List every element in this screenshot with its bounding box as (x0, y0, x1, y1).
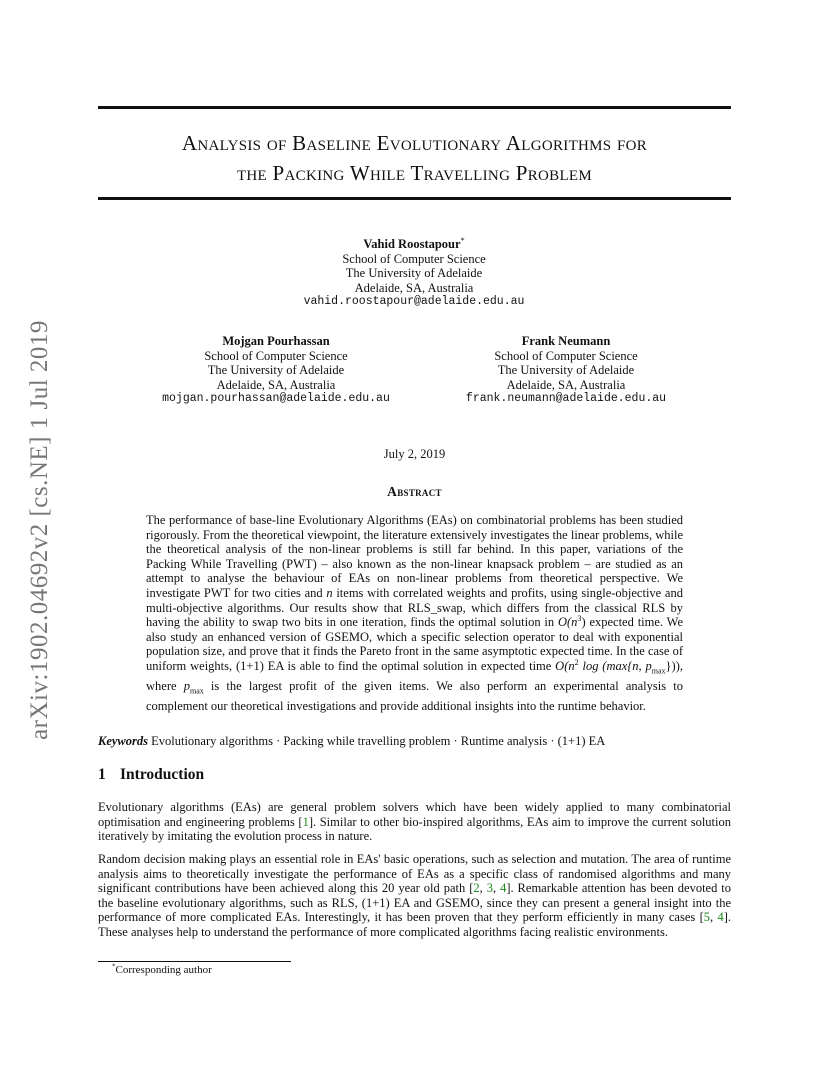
keywords-label: Keywords (98, 734, 148, 748)
author-school: School of Computer Science (204, 348, 348, 363)
footnote-rule (98, 961, 291, 962)
section-number: 1 (98, 766, 106, 783)
citation-link[interactable]: 4 (717, 910, 724, 925)
author-name: Frank Neumann (521, 334, 611, 348)
author-university: The University of Adelaide (345, 266, 483, 281)
title-rule-bottom (98, 197, 731, 200)
citation-link[interactable]: 4 (500, 881, 507, 896)
citation-link[interactable]: 3 (486, 881, 493, 896)
footnote-mark: * (112, 962, 116, 971)
citation-link[interactable]: 2 (473, 881, 480, 896)
author-email[interactable]: mojgan.pourhassan@adelaide.edu.au (162, 392, 390, 406)
section-heading-introduction (98, 766, 204, 784)
keywords-text: Evolutionary algorithms · Packing while travelling problem · Runtime analysis · (1+1) EA (151, 734, 606, 748)
author-email[interactable]: vahid.roostapour@adelaide.edu.au (303, 295, 525, 309)
paper-date: July 2, 2019 (383, 447, 446, 461)
footnote-text: Corresponding author (115, 964, 212, 976)
footnote (112, 964, 212, 976)
citation-link[interactable]: 5 (703, 910, 710, 925)
arxiv-stamp: arXiv:1902.04692v2 [cs.NE] 1 Jul 2019 (26, 320, 53, 740)
author-footnote-mark: * (460, 235, 465, 245)
author-location: Adelaide, SA, Australia (506, 377, 626, 392)
title-rule-top (98, 106, 731, 109)
intro-paragraph-2: Random decision making plays an essential role in EAs' basic operations, such as selection and mutation. The area of runtime analysis aims to theoretically investigate the performance of EAs as a specific class of randomised algorithms and many significant contributions have been achieved along this 20 year old path [2, 3, 4]. Remarkable attention has been devoted to the baseline evolutionary algorithms, such as RLS, (1+1) EA and GSEMO, since they can present a general insight into the performance of more complicated EAs. Interestingly, it has been proven that they perform efficiently in many cases [5, 4]. These analyses help to understand the performance of more complicated algorithms facing realistic environments. (98, 852, 732, 939)
author-block-second (126, 334, 426, 407)
title-line-2: the Packing While Travelling Problem (236, 161, 593, 185)
author-location: Adelaide, SA, Australia (216, 377, 336, 392)
abstract-body: The performance of base-line Evolutionary Algorithms (EAs) on combinatorial problems has been studied rigorously. From the theoretical viewpoint, the literature extensively investigates the linear problems, while the theoretical analysis of the non-linear problems is still far behind. In this paper, variations of the Packing While Travelling (PWT) – also known as the non-linear knapsack problem – are studied as an attempt to analyse the behaviour of EAs on non-linear problems from theoretical perspective. We investigate PWT for two cities and n items with correlated weights and profits, using single-objective and multi-objective algorithms. Our results show that RLS_swap, which differs from the classical RLS by having the ability to swap two bits in one iteration, finds the optimal solution in $O(n^3)$ expected time. We also study an enhanced version of GSEMO, which a specific selection operator to deal with exponential population size, and prove that it finds the Pareto front in the same asymptotic expected time. In the case of uniform weights, (1+1) EA is able to find the optimal solution in expected time $O(n^2$ log (max{n, $p_{max}$})), where $p_{max}$ is the largest profit of the given items. We also perform an experimental analysis to complement our theoretical investigations and provide additional insights into the runtime behavior. (146, 513, 683, 714)
intro-paragraph-1: Evolutionary algorithms (EAs) are general problem solvers which have been widely applied to many combinatorial optimisation and engineering problems [1]. Similar to other bio-inspired algorithms, EAs aim to improve the current solution iteratively by imitating the evolution process in nature. (98, 800, 731, 844)
title-line-1: Analysis of Baseline Evolutionary Algorithms for (181, 131, 648, 155)
author-block-third (416, 334, 716, 407)
author-location: Adelaide, SA, Australia (354, 280, 474, 295)
author-block-first (264, 237, 564, 310)
paper-title (98, 128, 731, 188)
abstract-heading: Abstract (387, 484, 442, 499)
author-school: School of Computer Science (342, 251, 486, 266)
citation-link[interactable]: 1 (302, 814, 309, 829)
author-name: Mojgan Pourhassan (222, 334, 330, 348)
author-email[interactable]: frank.neumann@adelaide.edu.au (465, 392, 667, 406)
section-title: Introduction (120, 766, 205, 783)
author-name: Vahid Roostapour (363, 237, 461, 251)
author-university: The University of Adelaide (497, 363, 635, 378)
author-university: The University of Adelaide (207, 363, 345, 378)
author-school: School of Computer Science (494, 348, 638, 363)
keywords-line (98, 734, 731, 749)
